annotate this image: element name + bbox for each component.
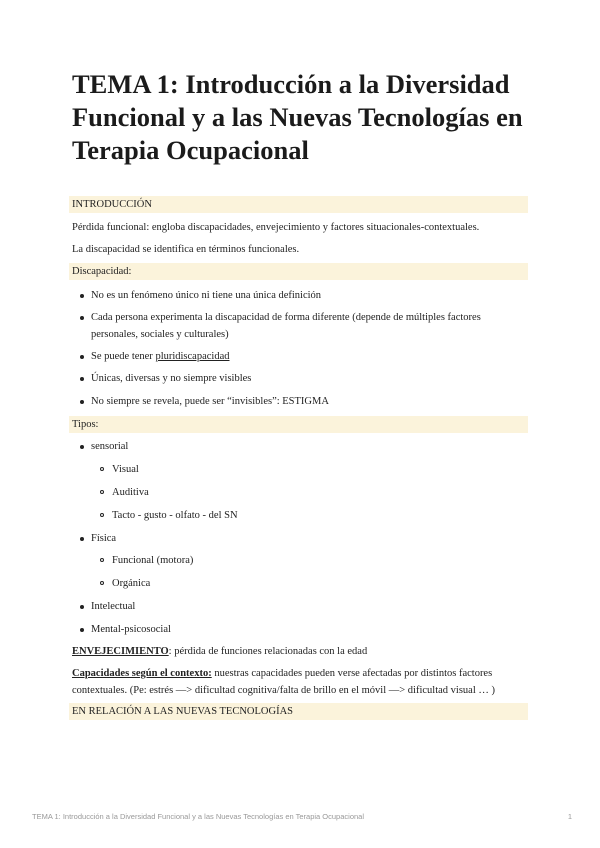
bullet-icon	[80, 316, 84, 320]
intro-heading: INTRODUCCIÓN	[72, 199, 152, 210]
circle-bullet-icon	[100, 513, 104, 517]
tipos-heading-highlight	[69, 416, 528, 433]
document-title: TEMA 1: Introducción a la Diversidad Funcional y a las Nuevas Tecnologías en Terapia Ocupacional	[72, 69, 523, 165]
envejecimiento-label: ENVEJECIMIENTO	[72, 646, 169, 657]
page-footer	[32, 812, 572, 821]
bullet-icon	[80, 537, 84, 541]
bullet-icon	[80, 355, 84, 359]
capacidades-label: Capacidades según el contexto:	[72, 668, 212, 679]
circle-bullet-icon	[100, 558, 104, 562]
bullet-icon	[80, 628, 84, 632]
capacidades-paragraph: Capacidades según el contexto: nuestras capacidades pueden verse afectadas por distintos factores contextuales. (Pe: estrés —> dificultad cognitiva/falta de brillo en el móvil —> dificultad visual … )	[72, 668, 495, 696]
footer-title: TEMA 1: Introducción a la Diversidad Funcional y a las Nuevas Tecnologías en Terapia Ocupacional	[32, 812, 364, 821]
perdida-text: Pérdida funcional: engloba discapacidades, envejecimiento y factores situacionales-contextuales.	[72, 222, 480, 233]
circle-bullet-icon	[100, 490, 104, 494]
discapacidad-heading-highlight	[69, 263, 528, 280]
bullet-icon	[80, 377, 84, 381]
circle-bullet-icon	[100, 581, 104, 585]
discapacidad-definition: La discapacidad se identifica en términos funcionales.	[72, 244, 300, 255]
page-number: 1	[567, 812, 572, 821]
circle-bullet-icon	[100, 467, 104, 471]
pluridiscapacidad-link[interactable]: pluridiscapacidad	[155, 351, 230, 362]
nuevas-tec-heading: EN RELACIÓN A LAS NUEVAS TECNOLOGÍAS	[72, 706, 293, 717]
bullet-icon	[80, 445, 84, 449]
bullet-icon	[80, 605, 84, 609]
envejecimiento-line: ENVEJECIMIENTO: pérdida de funciones relacionadas con la edad	[72, 646, 368, 657]
bullet-icon	[80, 400, 84, 404]
discapacidad-heading: Discapacidad:	[72, 266, 132, 277]
tipos-heading: Tipos:	[72, 419, 99, 430]
bullet-icon	[80, 294, 84, 298]
